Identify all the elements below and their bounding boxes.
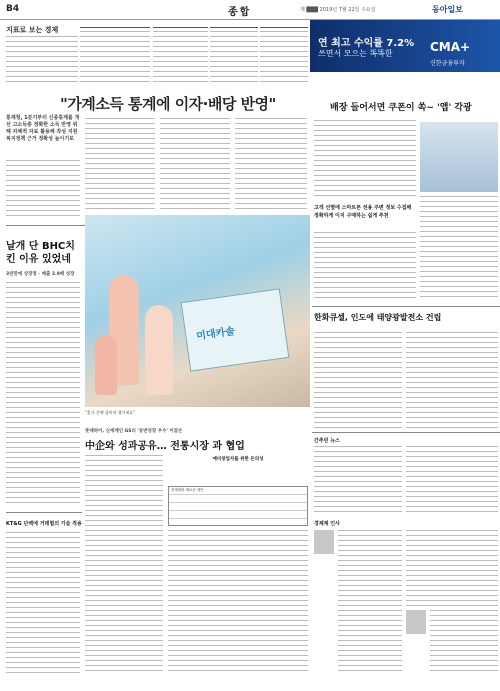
index-panel-title: 지표로 보는 경제 bbox=[6, 26, 59, 34]
ad-rate-text: 연 최고 수익률 7.2% bbox=[318, 38, 415, 49]
bhc-headline[interactable]: 날개 단 BHC치킨 이유 있었네 bbox=[6, 241, 75, 265]
divider bbox=[6, 512, 82, 513]
coupon-body-col2 bbox=[420, 196, 498, 298]
lead-deck: 통계청, 1분기부터 신종통계를 개선 고소득층 정확한 소득 반영 위해 자체적 자료 활용해 작성 지원 복지정책 근거 정확성 높이기로 bbox=[6, 115, 80, 142]
ad-tagline: 쓰면서 모으는 똑똑한 bbox=[318, 49, 393, 58]
person-photo bbox=[406, 610, 426, 634]
bhc-body bbox=[6, 282, 80, 507]
hanhwa-body-col2 bbox=[406, 332, 498, 428]
card-headline[interactable]: 中企와 성과공유… 전통시장 과 협업 bbox=[85, 441, 245, 452]
date-line: 제 ███ 2019년 7월 22일 수요일 bbox=[300, 7, 376, 13]
column-title: 예비창업자를 위한 돈의성 bbox=[212, 457, 264, 462]
index-table-3 bbox=[210, 27, 258, 87]
lead-body-col1 bbox=[6, 160, 80, 220]
briefs-title: 간추린 뉴스 bbox=[314, 438, 340, 444]
family-photo bbox=[85, 215, 310, 407]
econ-people-body bbox=[338, 530, 402, 675]
coupon-headline[interactable]: 배장 들어서면 쿠폰이 쏙~ '앱' 각광 bbox=[330, 103, 472, 113]
index-table-4 bbox=[260, 27, 308, 87]
index-text bbox=[6, 36, 78, 86]
page-number: B4 bbox=[6, 4, 20, 14]
econ-people-title: 경제계 인사 bbox=[314, 521, 340, 527]
info-table: 전세대란 새로운 대안 bbox=[168, 486, 308, 526]
index-table-2 bbox=[153, 27, 208, 87]
person-photo bbox=[314, 530, 334, 554]
card-body-col2 bbox=[168, 530, 308, 675]
page-header bbox=[0, 0, 500, 20]
econ-people-body-3 bbox=[430, 610, 498, 675]
card-body-col1 bbox=[85, 455, 163, 675]
newspaper-logo: 동아일보 bbox=[432, 5, 463, 14]
econ-people-body-2 bbox=[406, 530, 498, 606]
coupon-body-col3 bbox=[314, 232, 416, 298]
card-subhead: 롯데하이, 신세계인 GS리 '동반성장 우수' 이끌은 bbox=[85, 429, 183, 434]
briefs-col2 bbox=[406, 446, 498, 514]
briefs-col1 bbox=[314, 446, 402, 514]
coupon-subhead: 고객 선별에 스마트폰 전용 주변 정보 수집해 정확하게 이지 구매하는 쉽게 추천 bbox=[314, 205, 412, 219]
lead-headline[interactable]: "가계소득 통계에 이자·배당 반영" bbox=[60, 95, 276, 113]
ad-brand: CMA+ bbox=[430, 40, 471, 54]
index-table-1 bbox=[80, 27, 150, 87]
ktg-body bbox=[6, 532, 80, 675]
top-ad-banner[interactable] bbox=[310, 20, 500, 72]
lead-body-col3 bbox=[160, 118, 230, 212]
section-name: 종합 bbox=[228, 7, 252, 18]
divider bbox=[312, 432, 500, 433]
app-photo bbox=[420, 122, 498, 192]
ktg-headline[interactable]: KT&G 단백에 거래협의 기술 적용 bbox=[6, 521, 82, 527]
coupon-body-col1 bbox=[314, 120, 416, 200]
hanhwa-headline[interactable]: 한화큐셀, 인도에 태양광발전소 건립 bbox=[314, 313, 442, 322]
ad-company: 신한금융투자 bbox=[430, 60, 465, 67]
product-banner: 미대카솔 bbox=[181, 288, 290, 371]
lead-body-col4 bbox=[235, 118, 307, 212]
bhc-subhead: 3년만에 상장정 · 매출 2.9배 성장 bbox=[6, 272, 75, 277]
hanhwa-body-col1 bbox=[314, 332, 402, 428]
photo-caption: "휴가 갈땐 상비약 챙기세요" bbox=[85, 410, 135, 415]
divider bbox=[312, 306, 500, 307]
lead-body-col2 bbox=[85, 118, 155, 212]
